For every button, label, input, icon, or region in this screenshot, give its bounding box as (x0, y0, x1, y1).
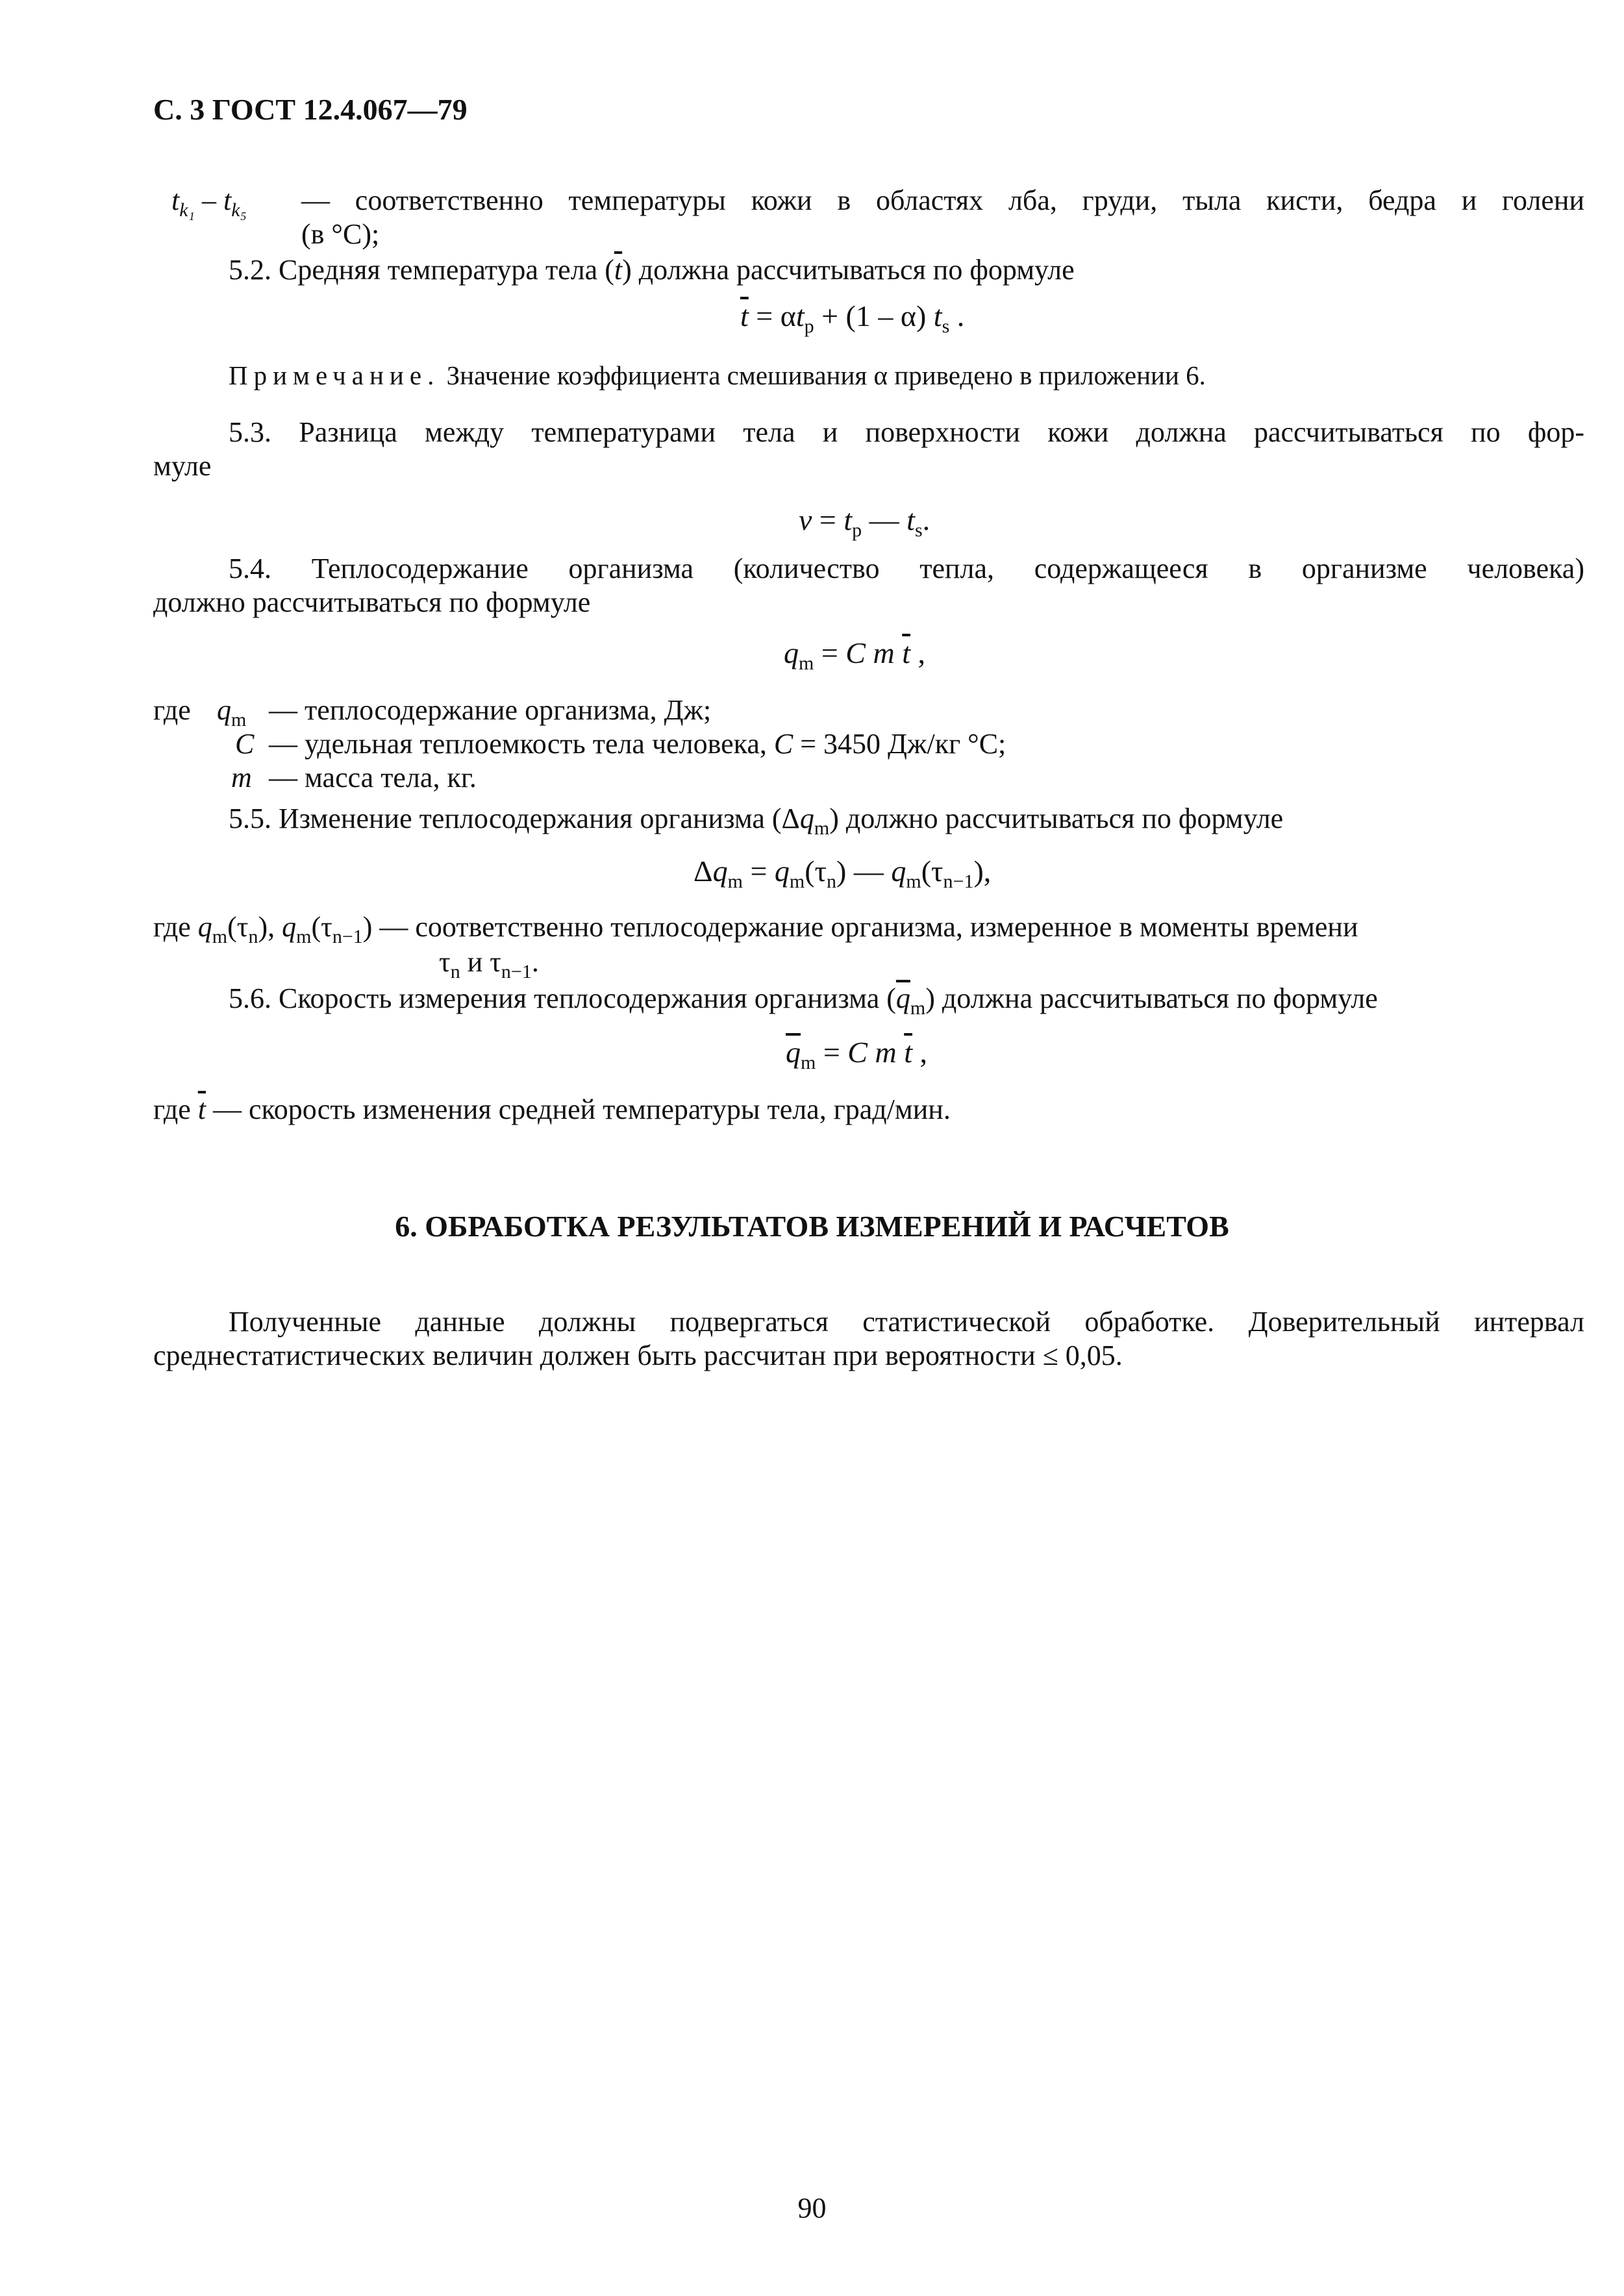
clause-5-3-line-1: 5.3. Разница между температурами тела и поверхности кожи должна рассчитываться по фор- (229, 416, 1584, 448)
definition-tk-text: — соответственно температуры кожи в областях лба, груди, тыла кисти, бедра и голени (301, 184, 1584, 216)
formula-heat-content: $q_m = C$ m $\overline{t}$ , (784, 636, 925, 674)
page-header: С. 3 ГОСТ 12.4.067—79 (153, 93, 468, 126)
section-6-title: 6. ОБРАБОТКА РЕЗУЛЬТАТОВ ИЗМЕРЕНИЙ И РАСЧЕТОВ (395, 1210, 1229, 1243)
page-number: 90 (797, 2192, 827, 2224)
where-item-c: C (235, 728, 255, 760)
clause-5-3-line-2: муле (153, 450, 212, 482)
where-item-qm-text: — теплосодержание организма, Дж; (269, 694, 712, 726)
where-item-qm: $q_m$ (217, 694, 247, 730)
where-item-m: m (231, 762, 252, 793)
note-text: Значение коэффициента смешивания α приведено в приложении 6. (440, 360, 1206, 390)
formula-temperature-difference: $v = t_p$ — $t_s$. (799, 503, 931, 541)
clause-5-5: 5.5. Изменение теплосодержания организма $(\Delta q_m)$ должно рассчитываться по формуле (229, 803, 1284, 839)
where-5-5: где $q_m(\tau_n)$, $q_m(\tau_{n-1})$ — соответственно теплосодержание организма, измеренное в моменты времени (153, 911, 1358, 947)
where-item-c-text: — удельная теплоемкость тела человека, C = 3450 Дж/кг °С; (269, 728, 1006, 760)
where-5-5-moments: $\tau_n$ и $\tau_{n-1}$. (439, 946, 539, 982)
section-6-line-2: среднестатистических величин должен быть рассчитан при вероятности ≤ 0,05. (153, 1340, 1123, 1371)
note (229, 358, 1206, 392)
definition-tk-unit: (в °С); (301, 218, 380, 250)
definition-tk-symbols: $t_{k_1} - t_{k_5}$ (171, 184, 247, 221)
clause-5-4-line-1: 5.4. Теплосодержание организма (количество тепла, содержащееся в организме человека) (229, 553, 1584, 584)
clause-5-4-line-2: должно рассчитываться по формуле (153, 586, 591, 618)
clause-5-2: 5.2. Средняя температура тела $(\overline{t})$ должна рассчитываться по формуле (229, 254, 1075, 286)
where-label-5-4: где (153, 694, 191, 726)
where-item-m-text: — масса тела, кг. (269, 762, 477, 793)
note-label: Примечание. (229, 360, 440, 390)
formula-mean-body-temperature: $\overline{t} = \alpha t_p + (1 - \alpha)$ $t_s$ . (740, 299, 965, 337)
where-5-6: где $\overline{t}$ — скорость изменения средней температуры тела, град/мин. (153, 1093, 951, 1125)
formula-heat-change-rate: $\overline{q}_m = C$ m $\overline{t}$ , (786, 1036, 927, 1073)
clause-5-6: 5.6. Скорость измерения теплосодержания организма $(\overline{q}_m)$ должна рассчитываться по формуле (229, 982, 1378, 1019)
formula-heat-change: $\Delta q_m = q_m(\tau_n)$ — $q_m(\tau_{n-1})$, (693, 855, 992, 892)
section-6-line-1: Полученные данные должны подвергаться статистической обработке. Доверительный интервал (229, 1306, 1584, 1338)
